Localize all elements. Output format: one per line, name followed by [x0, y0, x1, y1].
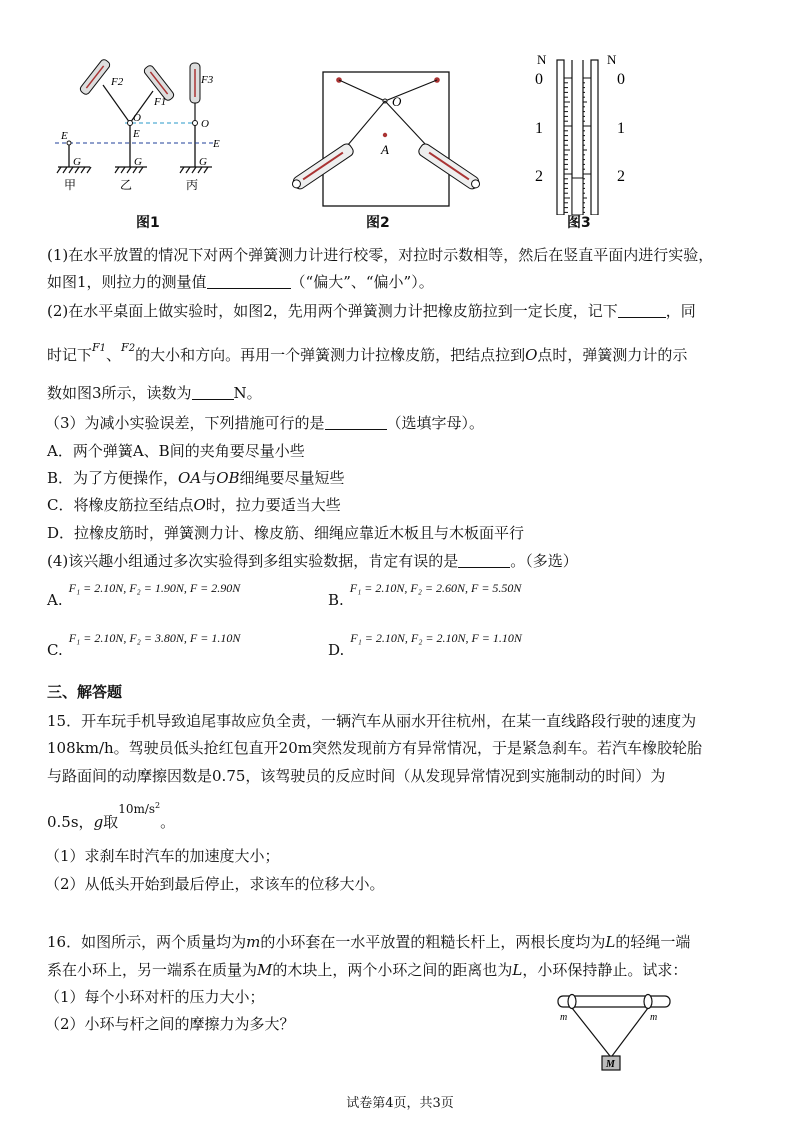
q15-line1: 15．开车玩手机导致追尾事故应负全责，一辆汽车从丽水开往杭州，在某一直线路段行驶的速度为 [47, 712, 697, 730]
q3-option-b: B．为了方便操作，OA与OB细绳要尽量短些 [47, 469, 345, 487]
fig2-label-o: O [392, 94, 402, 109]
q16-fig-label: m [560, 1012, 568, 1023]
fig1-label: 丙 [186, 178, 199, 192]
section-heading: 三、解答题 [47, 683, 123, 701]
q4-option-a: A.$^{F_1 = 2.10N, F_2 = 1.90N, F = 2.90N}$ [47, 581, 241, 609]
fig3-tick-label: 2 [617, 168, 625, 185]
q15-line4: 0.5s，g取$^{10m/s^2}$。 [47, 801, 176, 831]
q2-line3: 数如图3所示，读数为 N。 [47, 384, 262, 402]
q15-sub2: （2）从低头开始到最后停止，求该车的位移大小。 [45, 875, 385, 893]
fig1-label: F1 [154, 96, 167, 108]
fig1-label: E [61, 130, 68, 142]
figure-1 [55, 55, 230, 200]
fig1-label: O [201, 118, 209, 130]
q1-line2: 如图1，则拉力的测量值 （“偏大”、“偏小”）。 [47, 273, 434, 291]
q16-line1: 16．如图所示，两个质量均为m的小环套在一水平放置的粗糙长杆上，两根长度均为L的轻绳一端 [47, 933, 691, 951]
q3-option-d: D．拉橡皮筋时，弹簧测力计、橡皮筋、细绳应靠近木板且与木板面平行 [47, 524, 525, 542]
answer-blank[interactable] [192, 385, 234, 400]
figure-q16 [550, 992, 678, 1074]
page-footer: 试卷第4页，共3页 [346, 1096, 454, 1111]
q15-line3: 与路面间的动摩擦因数是0.75，该驾驶员的反应时间（从发现异常情况到实施制动的时间）为 [47, 767, 666, 785]
answer-blank[interactable] [458, 553, 510, 568]
fig3-label-n-left: N [537, 52, 547, 67]
fig1-label: F2 [111, 76, 124, 88]
q16-fig-label: M [606, 1059, 615, 1070]
q4-option-b: B.$^{F_1 = 2.10N, F_2 = 2.60N, F = 5.50N}$ [328, 581, 522, 609]
q15-line2: 108km/h。驾驶员低头抢红包直开20m突然发现前方有异常情况，于是紧急刹车。若汽车橡胶轮胎 [47, 739, 702, 757]
fig1-label: 乙 [120, 178, 133, 192]
q16-sub1: （1）每个小环对杆的压力大小； [45, 988, 265, 1006]
q3-option-c: C．将橡皮筋拉至结点O时，拉力要适当大些 [47, 496, 341, 514]
fig1-label: G [134, 156, 142, 168]
ground-hatch-bing [180, 167, 212, 173]
ground-hatch-yi [115, 167, 147, 173]
fig3-label-n-right: N [607, 52, 617, 67]
answer-blank[interactable] [618, 303, 666, 318]
fig2-caption: 图2 [366, 215, 390, 231]
q4-stem: (4)该兴趣小组通过多次实验得到多组实验数据，肯定有误的是 。（多选） [47, 552, 578, 570]
q4-option-d: D.$^{F_1 = 2.10N, F_2 = 2.10N, F = 1.10N}$ [328, 631, 522, 659]
q2-line1: (2)在水平桌面上做实验时，如图2，先用两个弹簧测力计把橡皮筋拉到一定长度，记下 ，同 [47, 302, 696, 320]
q2-line2: 时记下$^{F1}$、$^{F2}$的大小和方向。再用一个弹簧测力计拉橡皮筋，把结点拉到O点时，弹簧测力计的示 [47, 341, 688, 364]
spring-scale-f3 [190, 63, 200, 103]
fig3-tick-label: 2 [535, 168, 543, 185]
fig1-label: 甲 [64, 178, 77, 192]
answer-blank[interactable] [325, 415, 387, 430]
fig1-label: E [133, 128, 140, 140]
fig3-tick-label: 0 [535, 71, 543, 88]
fig3-tick-label: 1 [535, 120, 543, 137]
fig1-label: E [213, 138, 220, 150]
figure-3 [525, 50, 640, 215]
q3-stem: （3）为减小实验误差，下列措施可行的是 （选填字母）。 [45, 414, 485, 432]
fig1-label: O [133, 112, 141, 124]
fig1-label: G [199, 156, 207, 168]
figure-2 [285, 68, 490, 208]
fig2-label-a: A [381, 142, 389, 157]
fig1-label: G [73, 156, 81, 168]
q16-fig-label: m [650, 1012, 658, 1023]
fig3-tick-label: 0 [617, 71, 625, 88]
fig1-label: F3 [201, 74, 214, 86]
answer-blank[interactable] [207, 274, 291, 289]
q15-sub1: （1）求刹车时汽车的加速度大小； [45, 847, 280, 865]
q3-option-a: A．两个弹簧A、B间的夹角要尽量小些 [47, 442, 305, 460]
q16-line2: 系在小环上，另一端系在质量为M的木块上，两个小环之间的距离也为L，小环保持静止。试求： [47, 961, 688, 979]
fig3-tick-label: 1 [617, 120, 625, 137]
fig3-caption: 图3 [567, 215, 591, 231]
q16-sub2: （2）小环与杆之间的摩擦力为多大？ [45, 1015, 295, 1033]
fig1-caption: 图1 [136, 215, 160, 231]
q4-option-c: C.$^{F_1 = 2.10N, F_2 = 3.80N, F = 1.10N}$ [47, 631, 241, 659]
q1-line1: (1)在水平放置的情况下对两个弹簧测力计进行校零，对拉时示数相等，然后在竖直平面内进行实验， [47, 246, 714, 264]
